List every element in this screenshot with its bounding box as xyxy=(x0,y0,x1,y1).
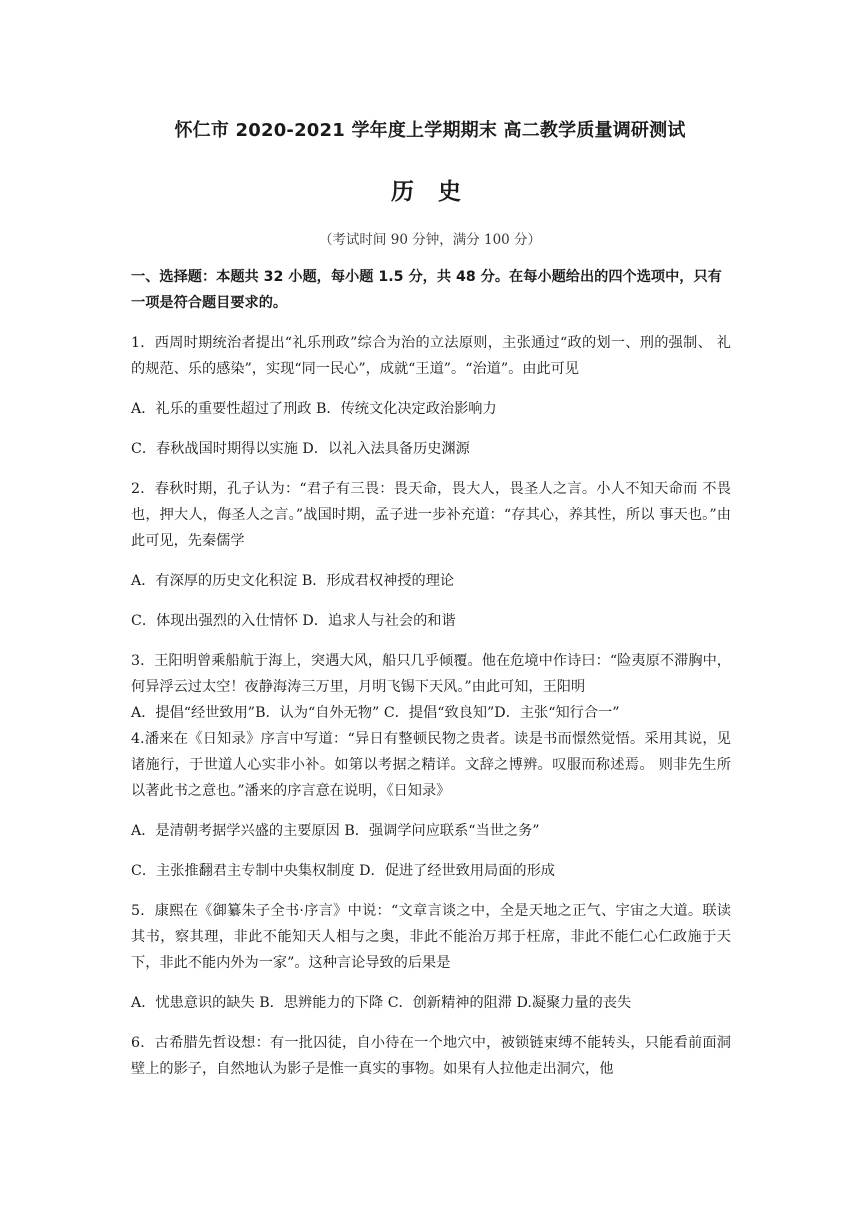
question-1-options-cd: C．春秋战国时期得以实施 D．以礼入法具备历史渊源 xyxy=(131,441,470,457)
exam-title: 怀仁市 2020-2021 学年度上学期期末 高二教学质量调研测试 xyxy=(174,120,686,141)
question-1-stem: 1．西周时期统治者提出“礼乐刑政”综合为治的立法原则，主张通过“政的划一、刑的强制、 礼的规范、乐的感染”，实现“同一民心”，成就“王道”。“治道”。由此可见 xyxy=(131,335,731,377)
section-heading: 一、选择题：本题共 32 小题，每小题 1.5 分，共 48 分。在每小题给出的四个选项中，只有一项是符合题目要求的。 xyxy=(131,269,722,311)
question-2-options-cd: C．体现出强烈的入仕情怀 D．追求人与社会的和谐 xyxy=(131,613,456,629)
subject-title: 历 史 xyxy=(390,179,469,205)
question-2-options-ab: A．有深厚的历史文化积淀 B．形成君权神授的理论 xyxy=(131,573,455,589)
question-6-stem: 6．古希腊先哲设想：有一批囚徒，自小待在一个地穴中，被锁链束缚不能转头，只能看前面洞壁上的影子，自然地认为影子是惟一真实的事物。如果有人拉他走出洞穴，他 xyxy=(131,1035,731,1077)
question-3-options: A．提倡“经世致用”B．认为“自外无物” C．提倡“致良知”D．主张“知行合一” xyxy=(131,705,620,721)
question-3-stem: 3．王阳明曾乘船航于海上，突遇大风，船只几乎倾覆。他在危境中作诗曰：“险夷原不滞胸中，何异浮云过太空！夜静海涛三万里，月明飞锡下天风。”由此可知，王阳明 xyxy=(131,653,731,695)
question-4-stem: 4.潘来在《日知录》序言中写道：“异日有整顿民物之贵者。读是书而憬然觉悟。采用其说，见诸施行，于世道人心实非小补。如第以考据之精详。文辞之博辨。叹服而称述焉。 则非先生所以著此书之意也。”潘来的序言意在说明，《日知录》 xyxy=(131,731,731,799)
question-4-options-cd: C．主张推翻君主专制中央集权制度 D．促进了经世致用局面的形成 xyxy=(131,863,555,879)
exam-info: （考试时间 90 分钟，满分 100 分） xyxy=(318,232,542,248)
exam-content xyxy=(131,264,731,1096)
question-2-stem: 2．春秋时期，孔子认为：“君子有三畏：畏天命，畏大人，畏圣人之言。小人不知天命而 不畏也，押大人，侮圣人之言。”战国时期，孟子进一步补充道：“存其心，养其性，所以 事天也。”由此可见，先秦儒学 xyxy=(131,481,731,549)
question-1-options-ab: A．礼乐的重要性超过了刑政 B．传统文化决定政治影响力 xyxy=(131,401,497,417)
question-5-stem: 5．康熙在《御纂朱子全书·序言》中说：“文章言谈之中，全是天地之正气、宇宙之大道。联读其书，察其理，非此不能知天人相与之奥，非此不能治万邦于枉席，非此不能仁心仁政施于天下，非此不能内外为一家”。这种言论导致的后果是 xyxy=(131,903,731,971)
question-4-options-ab: A．是清朝考据学兴盛的主要原因 B．强调学问应联系“当世之务” xyxy=(131,823,540,839)
question-5-options: A．忧患意识的缺失 B．思辨能力的下降 C．创新精神的阻滞 D.凝聚力量的丧失 xyxy=(131,995,632,1011)
